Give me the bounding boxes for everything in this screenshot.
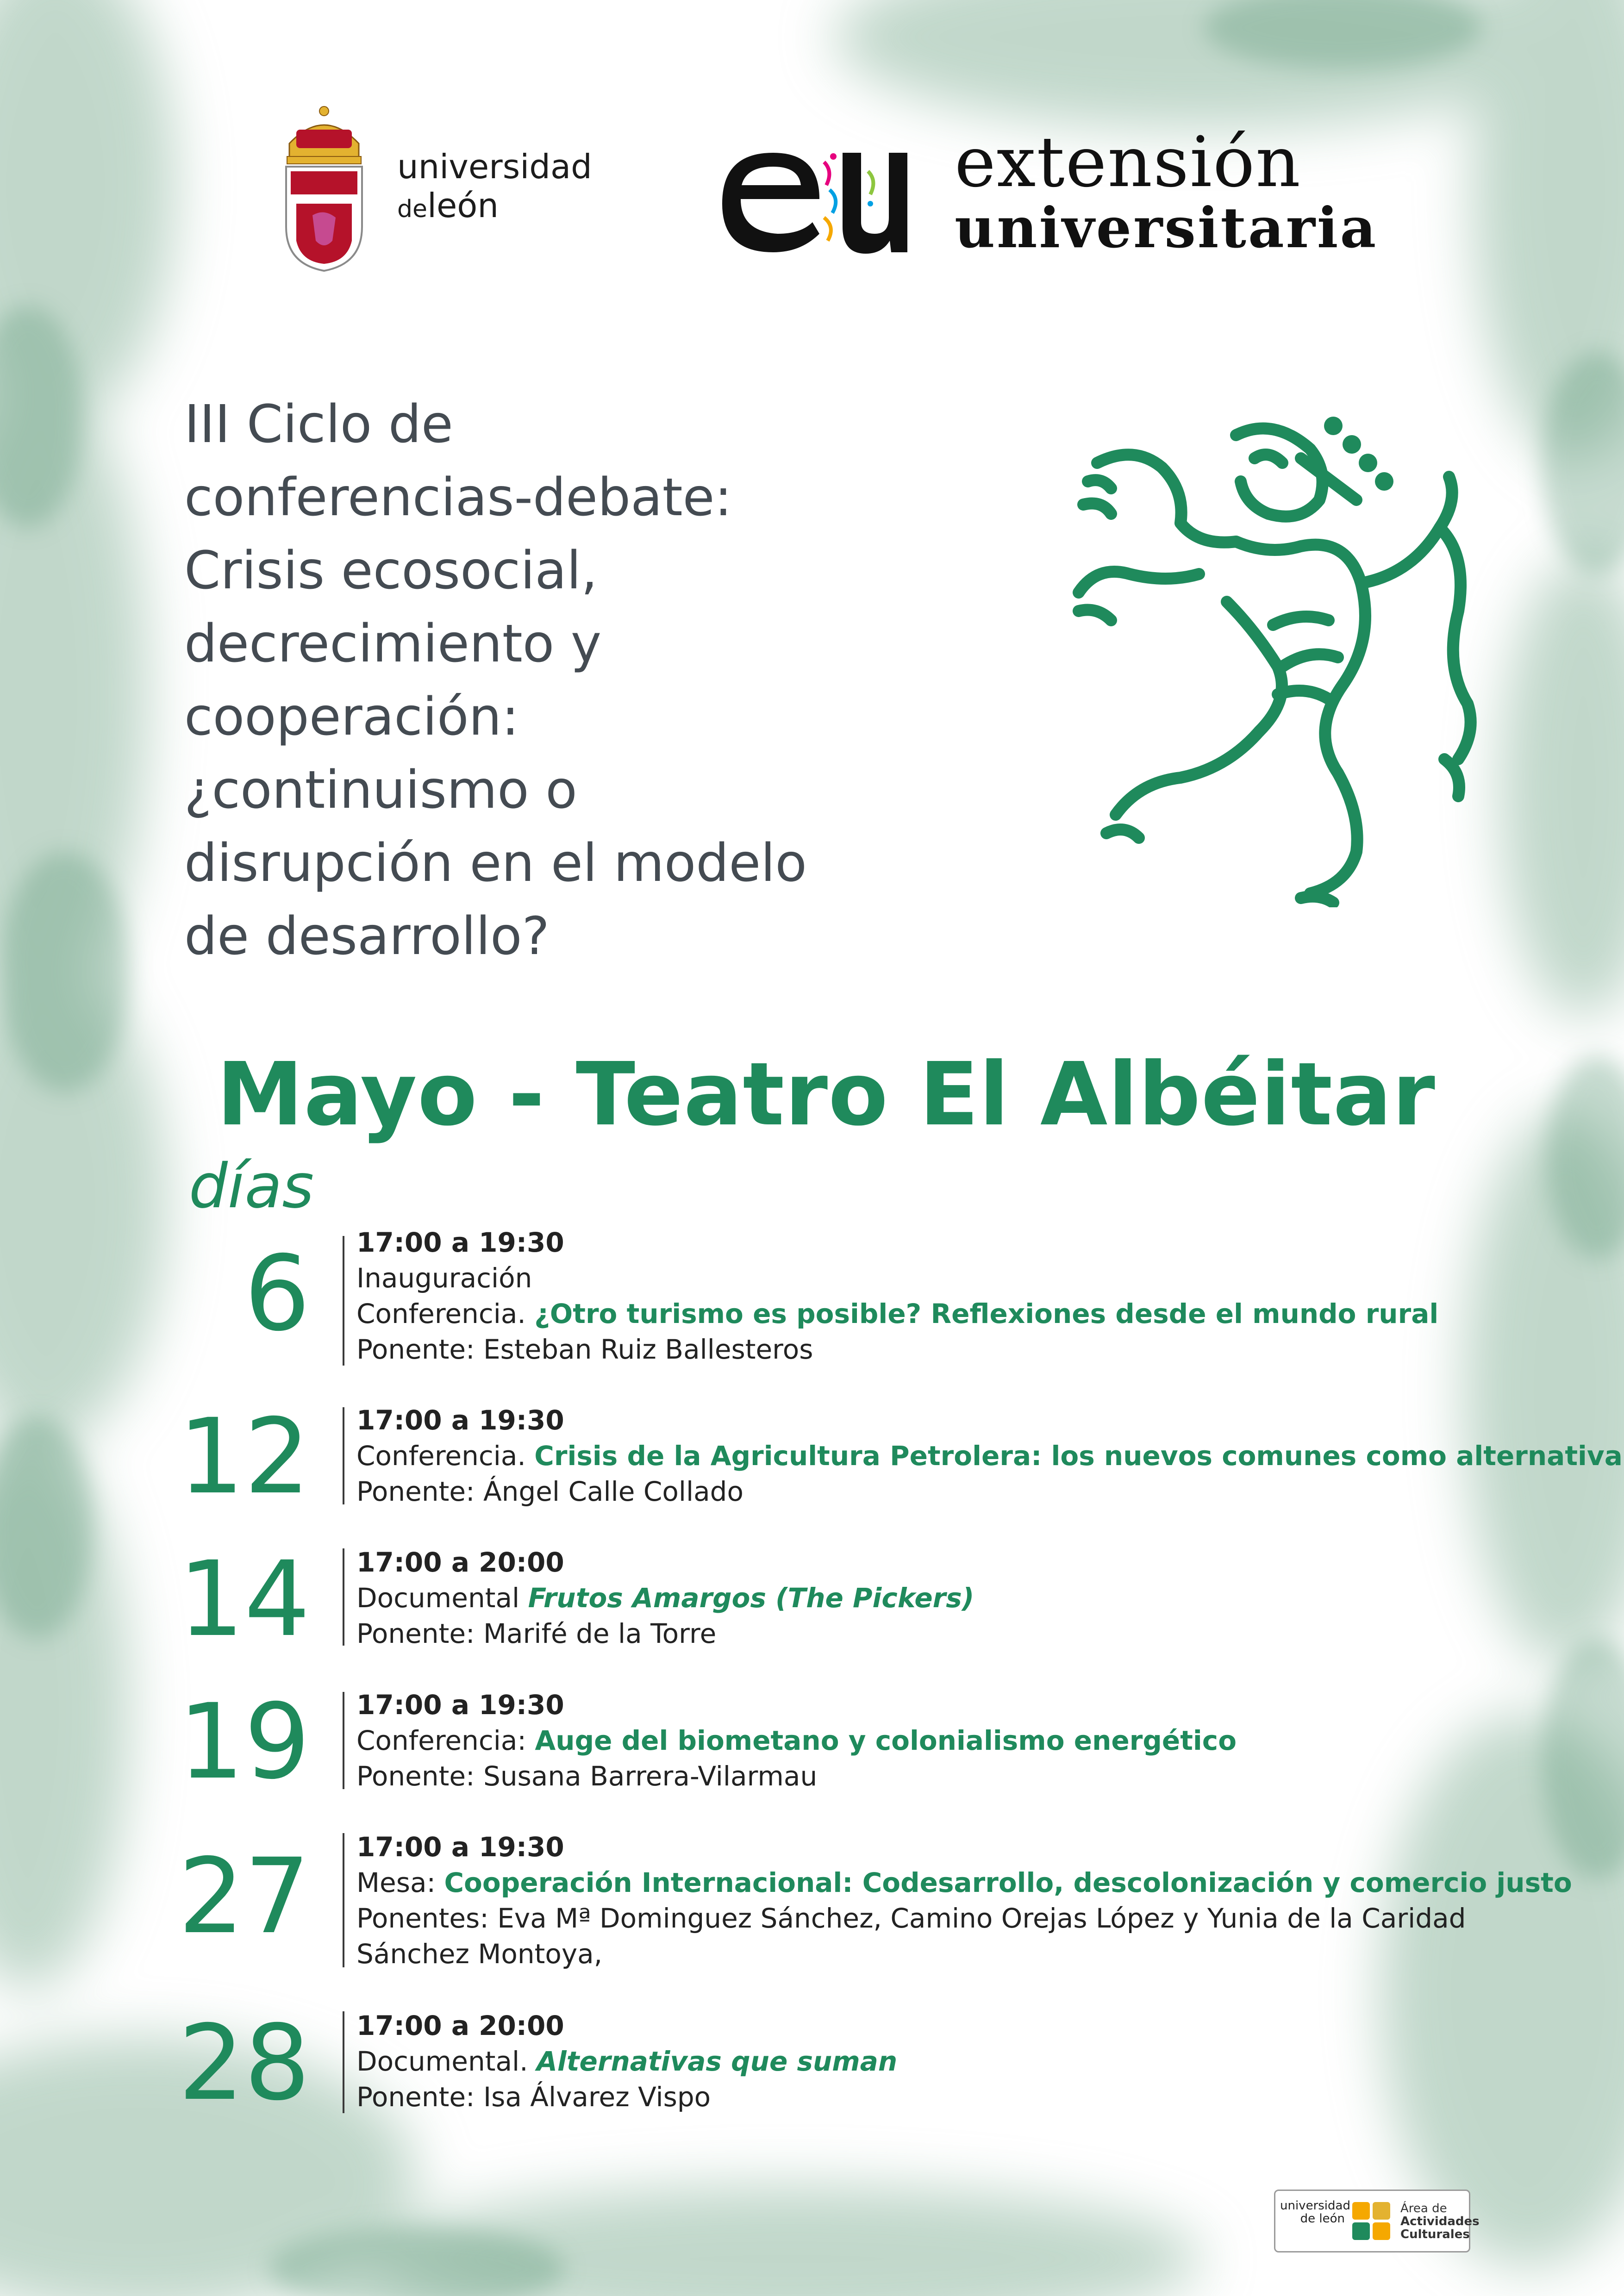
title-line: disrupción en el modelo <box>184 833 807 893</box>
eu-wordmark-line2: universitaria <box>955 195 1378 261</box>
event-time: 17:00 a 19:30 <box>356 1689 564 1721</box>
event-details <box>356 1545 974 1652</box>
ule-crest-logo <box>278 102 370 273</box>
title-line: Crisis ecosocial, <box>184 541 598 601</box>
badge-area-text <box>1400 2202 1480 2241</box>
title-line: ¿continuismo o <box>184 760 577 820</box>
event-divider <box>343 1407 344 1504</box>
event-details <box>356 2008 897 2115</box>
event-title <box>184 388 971 973</box>
event-details <box>356 1225 1438 1367</box>
event-speaker: Ponente: Marifé de la Torre <box>356 1618 717 1649</box>
event-time: 17:00 a 19:30 <box>356 1404 564 1436</box>
ule-wordmark-line1: universidad <box>397 147 592 186</box>
ule-wordmark <box>397 147 592 229</box>
ule-wordmark-leon: león <box>427 186 499 225</box>
event-details <box>356 1829 1572 1972</box>
title-line: cooperación: <box>184 687 519 747</box>
event-details <box>356 1687 1237 1794</box>
badge-ule-line2: de león <box>1300 2212 1345 2226</box>
event-time: 17:00 a 19:30 <box>356 1227 564 1258</box>
event-type: Documental <box>356 1582 528 1614</box>
lion-emblem <box>1060 407 1477 907</box>
eu-wordmark-line1: extensión <box>955 122 1301 203</box>
event-topic: Alternativas que suman <box>537 2046 898 2077</box>
event-speaker: Ponente: Ángel Calle Collado <box>356 1476 743 1507</box>
badge-ule-text <box>1280 2199 1350 2226</box>
event-type: Conferencia. <box>356 1440 535 1472</box>
event-topic: Frutos Amargos (The Pickers) <box>528 1582 974 1614</box>
badge-ule-line1: universidad <box>1280 2199 1350 2213</box>
badge-area-line2: Actividades <box>1400 2215 1480 2228</box>
event-topic: Auge del biometano y colonialismo energético <box>535 1725 1237 1756</box>
event-pre-label: Inauguración <box>356 1262 532 1294</box>
title-line: III Ciclo de <box>184 394 453 455</box>
event-day-number: 6 <box>244 1233 310 1354</box>
event-day-number: 12 <box>178 1396 310 1517</box>
event-time: 17:00 a 19:30 <box>356 1831 564 1863</box>
event-type: Documental. <box>356 2046 537 2077</box>
badge-blocks-icon <box>1350 2200 1392 2242</box>
event-time: 17:00 a 20:00 <box>356 1547 564 1578</box>
event-divider <box>343 1833 344 1967</box>
event-speaker: Ponentes: Eva Mª Dominguez Sánchez, Camino Orejas López y Yunia de la Caridad <box>356 1903 1466 1934</box>
event-speaker: Ponente: Isa Álvarez Vispo <box>356 2081 711 2113</box>
event-speaker: Ponente: Esteban Ruiz Ballesteros <box>356 1334 813 1365</box>
event-speaker-continued: Sánchez Montoya, <box>356 1938 603 1970</box>
event-divider <box>343 1236 344 1366</box>
event-divider <box>343 1548 344 1646</box>
event-day-number: 28 <box>178 2003 310 2123</box>
eu-logo-mark <box>708 134 931 259</box>
event-divider <box>343 2011 344 2113</box>
days-label: días <box>189 1151 314 1222</box>
badge-area-line1: Área de <box>1400 2202 1447 2215</box>
event-type: Conferencia. <box>356 1298 535 1329</box>
event-divider <box>343 1692 344 1789</box>
event-speaker: Ponente: Susana Barrera-Vilarmau <box>356 1760 818 1792</box>
event-topic: Crisis de la Agricultura Petrolera: los nuevos comunes como alternativa <box>534 1440 1623 1472</box>
event-time: 17:00 a 20:00 <box>356 2010 564 2041</box>
event-day-number: 27 <box>178 1836 310 1957</box>
event-details <box>356 1403 1623 1510</box>
venue-headline: Mayo - Teatro El Albéitar <box>217 1044 1436 1145</box>
eu-wordmark <box>955 122 1378 261</box>
event-topic: ¿Otro turismo es posible? Reflexiones desde el mundo rural <box>534 1298 1439 1329</box>
badge-area-line3: Culturales <box>1400 2227 1470 2241</box>
event-day-number: 19 <box>178 1681 310 1802</box>
ule-wordmark-de: de <box>397 195 427 223</box>
title-line: conferencias-debate: <box>184 468 732 528</box>
event-type: Mesa: <box>356 1867 444 1898</box>
event-type: Conferencia: <box>356 1725 535 1756</box>
event-topic: Cooperación Internacional: Codesarrollo, descolonización y comercio justo <box>444 1867 1572 1898</box>
activities-badge <box>1274 2190 1480 2252</box>
event-day-number: 14 <box>178 1539 310 1660</box>
title-line: de desarrollo? <box>184 906 550 967</box>
title-line: decrecimiento y <box>184 614 602 674</box>
